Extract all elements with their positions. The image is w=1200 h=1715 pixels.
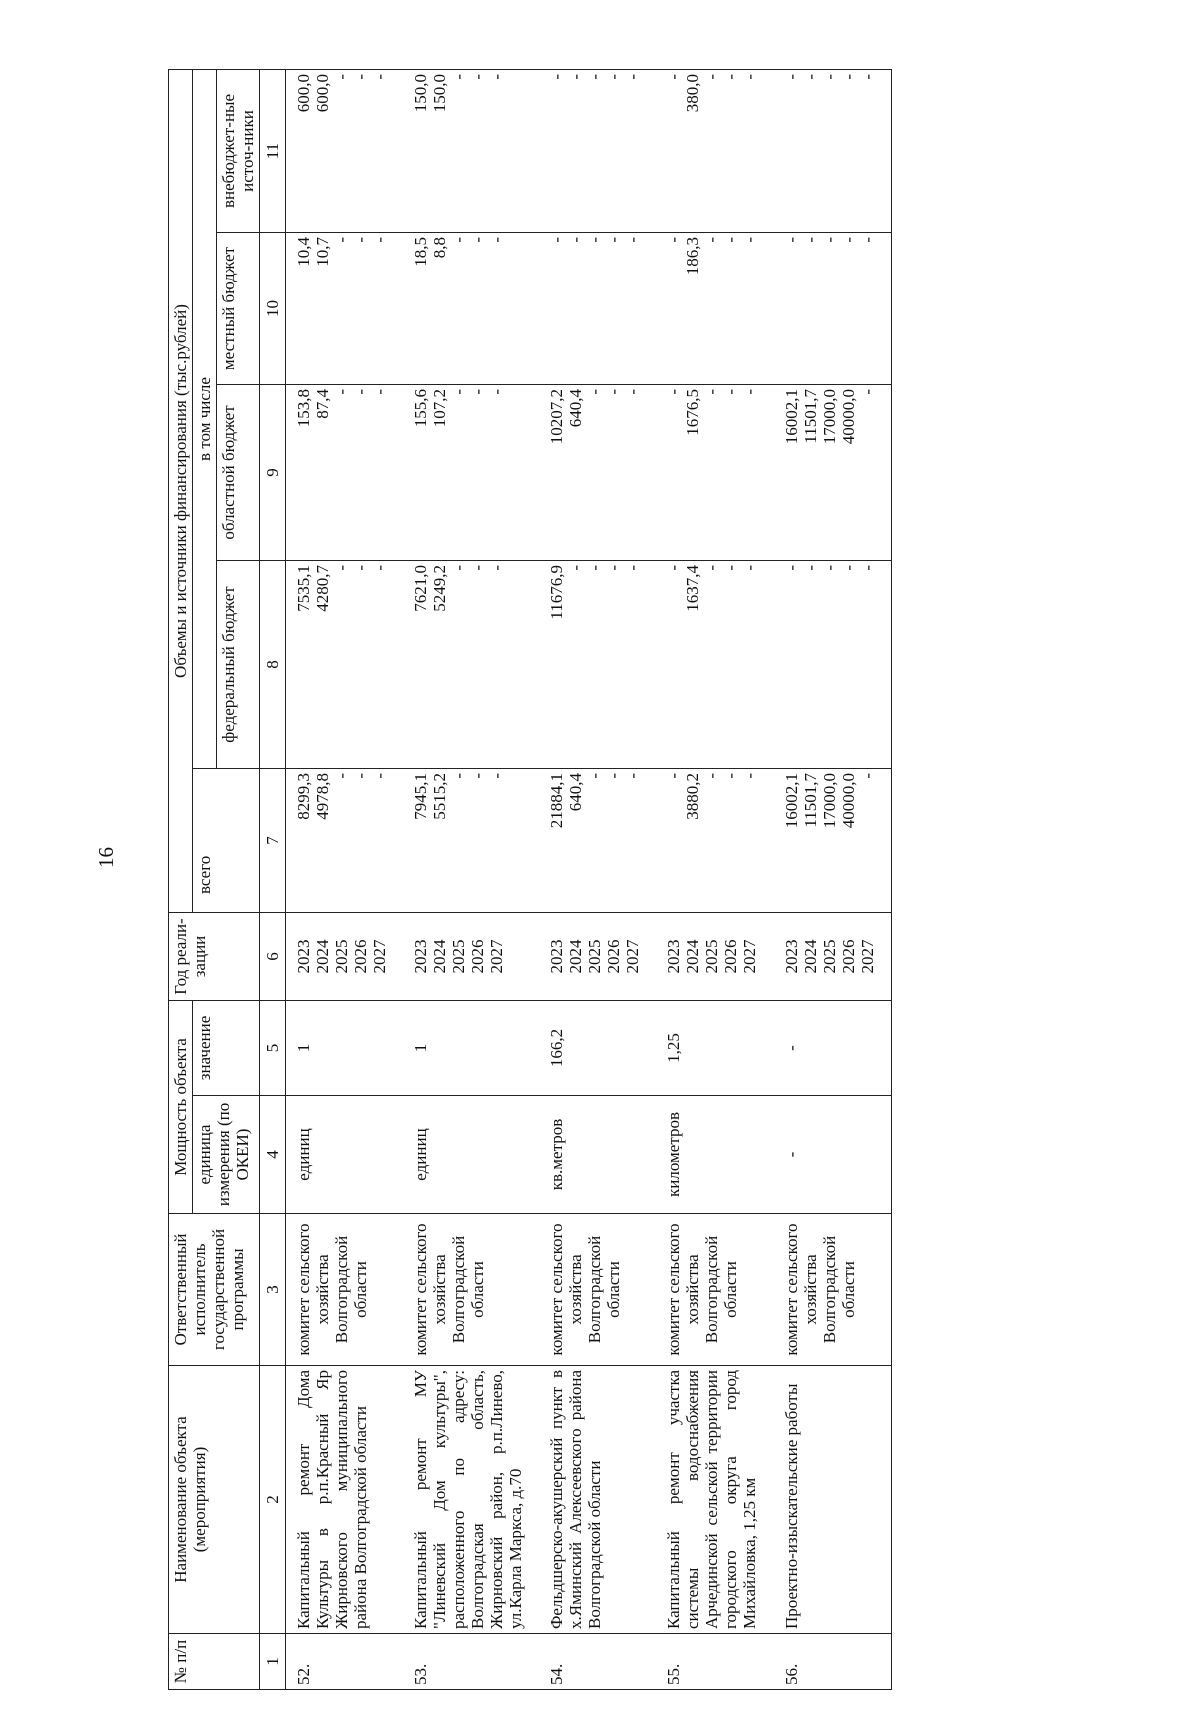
executor: комитет сельского хозяйства Волгоградской области: [774, 1214, 892, 1366]
extra-value: -: [702, 74, 722, 80]
year-value: 2026: [468, 939, 488, 974]
year-value: 2026: [838, 939, 858, 974]
regional-value: -: [332, 389, 352, 395]
total-value: 8299,3: [294, 773, 314, 820]
local-value: -: [721, 237, 741, 243]
col-number: 10: [260, 233, 286, 385]
federal-value-cell: [286, 561, 404, 769]
table-body: [286, 70, 891, 1690]
total-value: 17000,0: [819, 773, 839, 829]
total-value-cell: [286, 769, 404, 913]
year-value: 2027: [487, 939, 507, 974]
executor: комитет сельского хозяйства Волгоградской области: [286, 1214, 404, 1366]
table-row: [286, 70, 404, 1690]
federal-value-cell: [403, 561, 539, 769]
local-value: -: [351, 237, 371, 243]
header-in-that: в том числе: [193, 70, 217, 769]
local-value-cell: [774, 233, 892, 385]
total-value: -: [351, 773, 371, 779]
federal-value: -: [468, 565, 488, 571]
regional-value: -: [604, 389, 624, 395]
regional-value: 40000,0: [838, 389, 858, 445]
federal-value: -: [702, 565, 722, 571]
col-number: 2: [260, 1366, 286, 1634]
local-value-cell: [539, 233, 656, 385]
year-value: 2024: [566, 939, 586, 974]
extra-value: 600,0: [294, 74, 314, 113]
extra-value: -: [547, 74, 567, 80]
federal-value: -: [604, 565, 624, 571]
local-value: -: [449, 237, 469, 243]
total-value: 40000,0: [838, 773, 858, 829]
federal-value: -: [585, 565, 605, 571]
object-name: Капитальный ремонт участка системы водоснабжения Арчединской сельской территории городского округа город Михайловка, 1,25 км: [656, 1366, 773, 1634]
table-row: [774, 70, 892, 1690]
table-row: [656, 70, 773, 1690]
capacity-unit: километров: [656, 1096, 773, 1214]
federal-value: -: [487, 565, 507, 571]
extra-value: -: [370, 74, 390, 80]
col-number: 11: [260, 70, 286, 233]
extra-value: -: [623, 74, 643, 80]
regional-value: 640,4: [566, 389, 586, 428]
extra-value: -: [721, 74, 741, 80]
federal-value: 7535,1: [294, 565, 314, 612]
local-value: -: [566, 237, 586, 243]
header-value: значение: [193, 1001, 260, 1096]
header-year: Год реали-зации: [169, 913, 260, 1001]
extra-value: -: [838, 74, 858, 80]
rotated-table-container: [168, 70, 1200, 1690]
object-name: Проектно-изыскательские работы: [774, 1366, 892, 1634]
local-value: -: [487, 237, 507, 243]
total-value: -: [585, 773, 605, 779]
total-value: -: [857, 773, 877, 779]
year-value: 2023: [781, 939, 801, 974]
regional-value: -: [721, 389, 741, 395]
extra-value: 380,0: [683, 74, 703, 113]
regional-value-cell: [403, 385, 539, 561]
year-value: 2023: [294, 939, 314, 974]
regional-value-cell: [539, 385, 656, 561]
local-value: -: [857, 237, 877, 243]
extra-value: -: [468, 74, 488, 80]
year-value: 2024: [683, 939, 703, 974]
capacity-unit: кв.метров: [539, 1096, 656, 1214]
federal-value: -: [838, 565, 858, 571]
object-name: Капитальный ремонт МУ "Линевский Дом культуры", расположенного по адресу: Волгоградская область, Жирновский район, р.п.Линево, ул.Карла Маркса, д.70: [403, 1366, 539, 1634]
header-federal: федеральный бюджет: [217, 561, 260, 769]
year-value: 2024: [430, 939, 450, 974]
local-value: -: [468, 237, 488, 243]
federal-value: 5249,2: [430, 565, 450, 612]
local-value: 186,3: [683, 237, 703, 276]
total-value: -: [332, 773, 352, 779]
federal-value: 11676,9: [547, 565, 567, 620]
federal-value-cell: [774, 561, 892, 769]
header-total: всего: [193, 769, 260, 913]
executor: комитет сельского хозяйства Волгоградской области: [539, 1214, 656, 1366]
local-value: 8,8: [430, 237, 450, 259]
capacity-unit: единиц: [286, 1096, 404, 1214]
regional-value: -: [351, 389, 371, 395]
regional-value: -: [740, 389, 760, 395]
regional-value: 17000,0: [819, 389, 839, 445]
extra-value: -: [332, 74, 352, 80]
local-value: -: [781, 237, 801, 243]
federal-value: -: [449, 565, 469, 571]
federal-value: -: [370, 565, 390, 571]
extra-value: -: [604, 74, 624, 80]
header-num: № п/п: [169, 1634, 260, 1690]
regional-value-cell: [286, 385, 404, 561]
federal-value: 4280,7: [313, 565, 333, 612]
regional-value: 155,6: [411, 389, 431, 428]
regional-value: -: [487, 389, 507, 395]
extra-value: -: [857, 74, 877, 80]
total-value: -: [449, 773, 469, 779]
year-value: 2023: [664, 939, 684, 974]
federal-value: -: [857, 565, 877, 571]
table-row: [539, 70, 656, 1690]
regional-value-cell: [774, 385, 892, 561]
object-name: Капитальный ремонт Дома Культуры в р.п.Красный Яр Жирновского муниципального района Волгоградской области: [286, 1366, 404, 1634]
header-name: Наименование объекта (мероприятия): [169, 1366, 260, 1634]
total-value: 21884,1: [547, 773, 567, 829]
local-value: -: [370, 237, 390, 243]
regional-value-cell: [656, 385, 773, 561]
header-executor: Ответственный исполнитель государственной программы: [169, 1214, 260, 1366]
year-value-cell: [656, 913, 773, 1001]
regional-value: 11501,7: [800, 389, 820, 444]
total-value: -: [664, 773, 684, 779]
year-value-cell: [774, 913, 892, 1001]
regional-value: -: [370, 389, 390, 395]
extra-value: -: [740, 74, 760, 80]
year-value-cell: [403, 913, 539, 1001]
total-value: 11501,7: [800, 773, 820, 828]
row-number: 52.: [286, 1634, 404, 1690]
extra-value-cell: [774, 70, 892, 233]
header-capacity: Мощность объекта: [169, 1001, 193, 1214]
federal-value: -: [623, 565, 643, 571]
total-value: -: [370, 773, 390, 779]
total-value: 7945,1: [411, 773, 431, 820]
financing-table: [168, 69, 892, 1690]
regional-value: 16002,1: [781, 389, 801, 445]
extra-value: -: [566, 74, 586, 80]
table-row: [403, 70, 539, 1690]
year-value: 2027: [623, 939, 643, 974]
header-extra: внебюджет-ные источ-ники: [217, 70, 260, 233]
regional-value: -: [449, 389, 469, 395]
total-value: -: [721, 773, 741, 779]
col-number: 1: [260, 1634, 286, 1690]
federal-value: -: [721, 565, 741, 571]
local-value: -: [819, 237, 839, 243]
extra-value-cell: [656, 70, 773, 233]
regional-value: 10207,2: [547, 389, 567, 445]
local-value-cell: [403, 233, 539, 385]
year-value: 2027: [857, 939, 877, 974]
regional-value: -: [702, 389, 722, 395]
col-number: 4: [260, 1096, 286, 1214]
federal-value: 7621,0: [411, 565, 431, 612]
capacity-value: 1,25: [656, 1001, 773, 1096]
regional-value: 107,2: [430, 389, 450, 428]
total-value-cell: [539, 769, 656, 913]
local-value: -: [547, 237, 567, 243]
extra-value-cell: [403, 70, 539, 233]
row-number: 55.: [656, 1634, 773, 1690]
extra-value-cell: [539, 70, 656, 233]
year-value: 2026: [604, 939, 624, 974]
extra-value: -: [487, 74, 507, 80]
year-value: 2024: [313, 939, 333, 974]
year-value-cell: [286, 913, 404, 1001]
total-value: -: [487, 773, 507, 779]
federal-value: -: [566, 565, 586, 571]
extra-value: -: [449, 74, 469, 80]
year-value: 2023: [411, 939, 431, 974]
federal-value: 1637,4: [683, 565, 703, 612]
local-value-cell: [286, 233, 404, 385]
year-value: 2026: [721, 939, 741, 974]
header-local: местный бюджет: [217, 233, 260, 385]
col-number: 5: [260, 1001, 286, 1096]
capacity-value: -: [774, 1001, 892, 1096]
year-value: 2025: [702, 939, 722, 974]
local-value: 10,4: [294, 237, 314, 267]
header-regional: областной бюджет: [217, 385, 260, 561]
total-value: 4978,8: [313, 773, 333, 820]
extra-value: -: [819, 74, 839, 80]
year-value: 2025: [585, 939, 605, 974]
header-unit: единица измерения (по ОКЕИ): [193, 1096, 260, 1214]
executor: комитет сельского хозяйства Волгоградской области: [403, 1214, 539, 1366]
year-value: 2025: [449, 939, 469, 974]
total-value: -: [702, 773, 722, 779]
object-name: Фельдшерско-акушерский пункт в х.Яминский Алексеевского района Волгоградской области: [539, 1366, 656, 1634]
total-value: 640,4: [566, 773, 586, 812]
row-number: 56.: [774, 1634, 892, 1690]
year-value: 2023: [547, 939, 567, 974]
local-value: -: [664, 237, 684, 243]
col-number: 9: [260, 385, 286, 561]
total-value: -: [623, 773, 643, 779]
regional-value: -: [857, 389, 877, 395]
total-value: 3880,2: [683, 773, 703, 820]
year-value: 2024: [800, 939, 820, 974]
regional-value: -: [585, 389, 605, 395]
local-value: -: [585, 237, 605, 243]
regional-value: -: [664, 389, 684, 395]
total-value-cell: [656, 769, 773, 913]
local-value: -: [800, 237, 820, 243]
regional-value: 153,8: [294, 389, 314, 428]
total-value-cell: [403, 769, 539, 913]
capacity-value: 1: [286, 1001, 404, 1096]
extra-value: 150,0: [411, 74, 431, 113]
header-funding: Объемы и источники финансирования (тыс.рублей): [169, 70, 193, 913]
extra-value: 600,0: [313, 74, 333, 113]
local-value-cell: [656, 233, 773, 385]
col-number: 7: [260, 769, 286, 913]
federal-value-cell: [656, 561, 773, 769]
year-value: 2027: [740, 939, 760, 974]
federal-value: -: [819, 565, 839, 571]
total-value-cell: [774, 769, 892, 913]
total-value: -: [468, 773, 488, 779]
federal-value: -: [800, 565, 820, 571]
total-value: 16002,1: [781, 773, 801, 829]
col-number: 3: [260, 1214, 286, 1366]
year-value: 2025: [819, 939, 839, 974]
federal-value: -: [351, 565, 371, 571]
extra-value: -: [585, 74, 605, 80]
extra-value-cell: [286, 70, 404, 233]
page-number: 16: [94, 847, 118, 868]
col-number: 6: [260, 913, 286, 1001]
federal-value: -: [332, 565, 352, 571]
extra-value: 150,0: [430, 74, 450, 113]
local-value: -: [702, 237, 722, 243]
federal-value: -: [740, 565, 760, 571]
regional-value: 1676,5: [683, 389, 703, 436]
year-value: 2025: [332, 939, 352, 974]
federal-value: -: [664, 565, 684, 571]
regional-value: 87,4: [313, 389, 333, 419]
total-value: -: [604, 773, 624, 779]
total-value: -: [740, 773, 760, 779]
local-value: -: [332, 237, 352, 243]
local-value: -: [838, 237, 858, 243]
extra-value: -: [781, 74, 801, 80]
extra-value: -: [351, 74, 371, 80]
year-value: 2026: [351, 939, 371, 974]
year-value: 2027: [370, 939, 390, 974]
local-value: 18,5: [411, 237, 431, 267]
local-value: -: [604, 237, 624, 243]
capacity-value: 166,2: [539, 1001, 656, 1096]
capacity-value: 1: [403, 1001, 539, 1096]
total-value: 5515,2: [430, 773, 450, 820]
extra-value: -: [800, 74, 820, 80]
row-number: 53.: [403, 1634, 539, 1690]
federal-value-cell: [539, 561, 656, 769]
capacity-unit: -: [774, 1096, 892, 1214]
executor: комитет сельского хозяйства Волгоградской области: [656, 1214, 773, 1366]
capacity-unit: единиц: [403, 1096, 539, 1214]
local-value: -: [623, 237, 643, 243]
local-value: -: [740, 237, 760, 243]
regional-value: -: [468, 389, 488, 395]
local-value: 10,7: [313, 237, 333, 267]
year-value-cell: [539, 913, 656, 1001]
col-number: 8: [260, 561, 286, 769]
regional-value: -: [623, 389, 643, 395]
row-number: 54.: [539, 1634, 656, 1690]
extra-value: -: [664, 74, 684, 80]
federal-value: -: [781, 565, 801, 571]
